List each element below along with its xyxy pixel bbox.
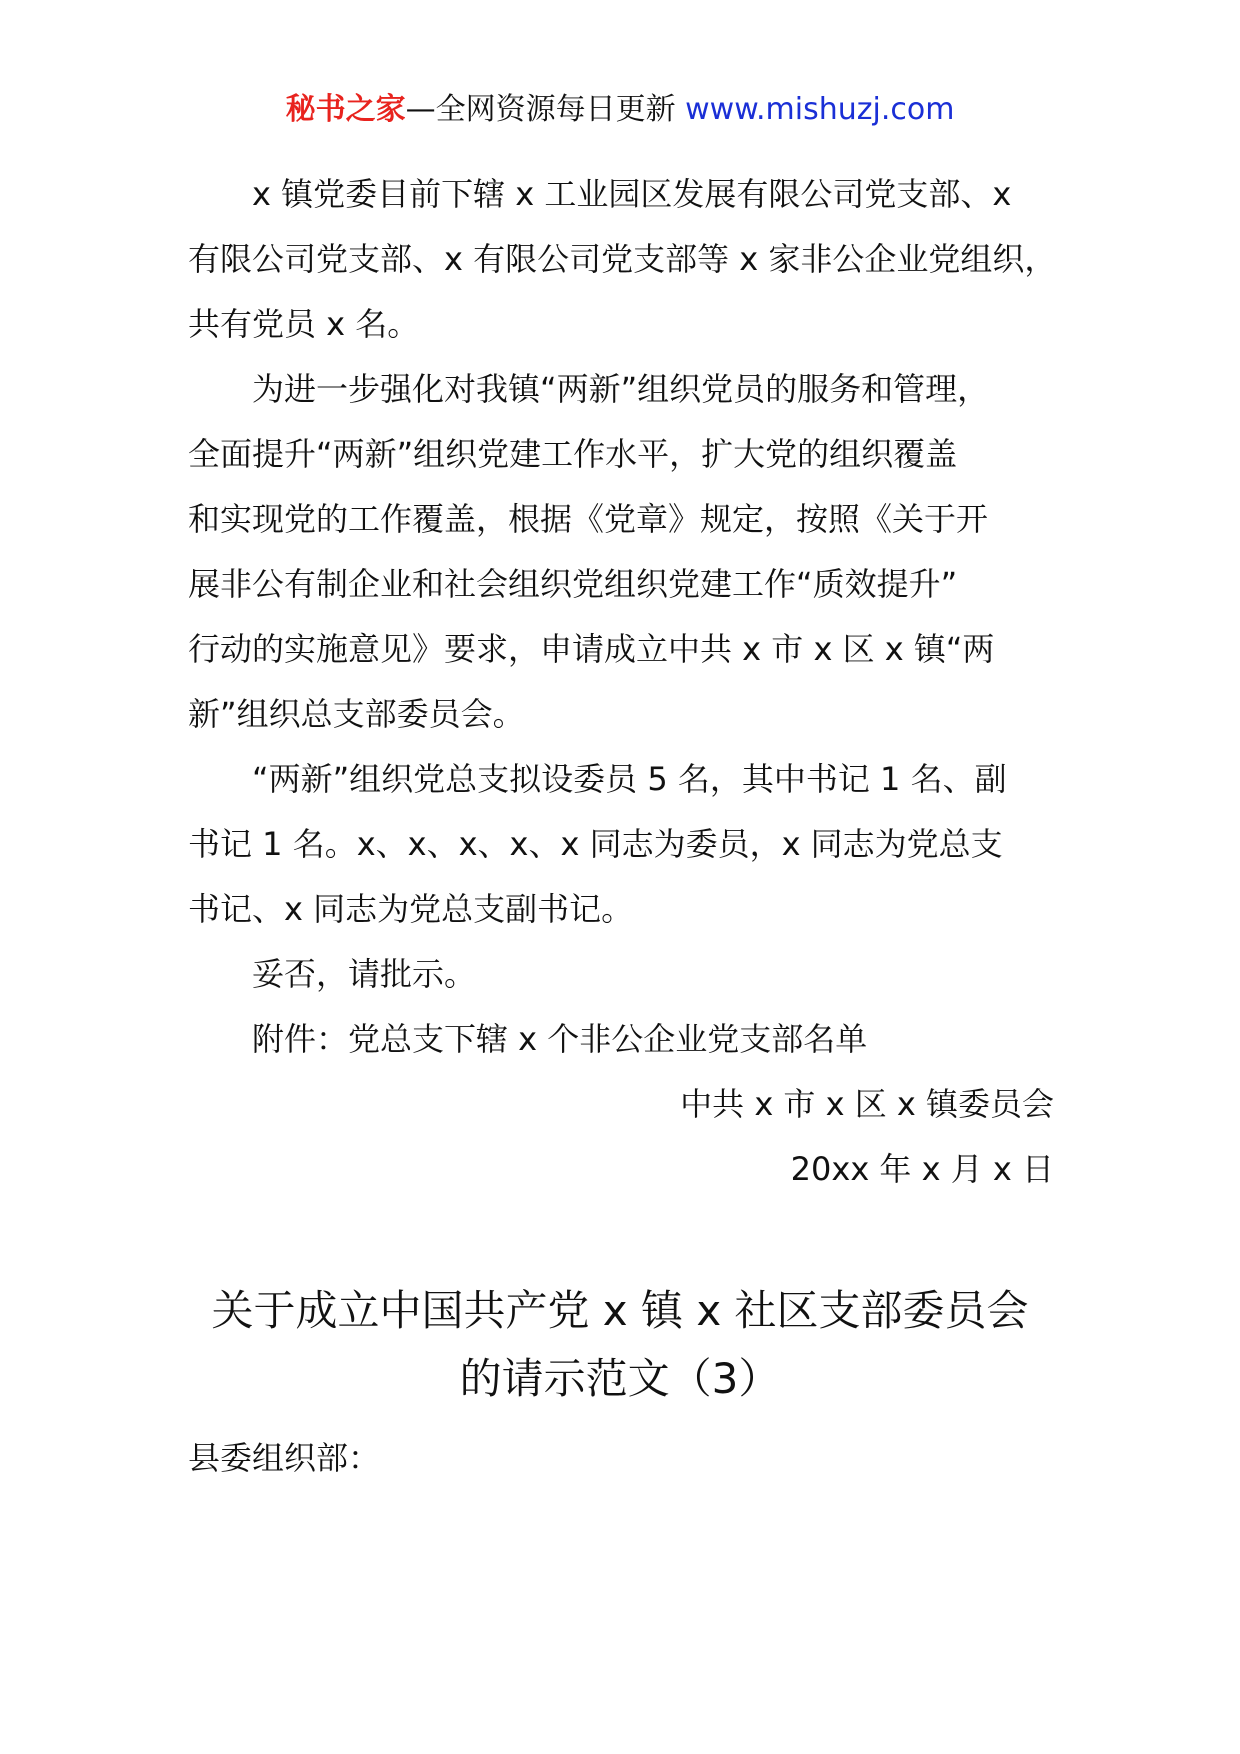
salutation-line: 县委组织部： — [188, 1439, 381, 1477]
document-body — [188, 162, 1068, 1202]
body-line: 全面提升“两新”组织党建工作水平，扩大党的组织覆盖 — [188, 435, 958, 473]
signature-line: 中共 x 市 x 区 x 镇委员会 — [680, 1085, 1054, 1123]
attachment-line: 附件：党总支下辖 x 个非公企业党支部名单 — [252, 1020, 868, 1058]
body-line: 行动的实施意见》要求，申请成立中共 x 市 x 区 x 镇“两 — [188, 630, 995, 668]
site-header — [0, 88, 1240, 132]
section-title — [160, 1277, 1080, 1413]
body-line: 新”组织总支部委员会。 — [188, 695, 525, 733]
body-line: 有限公司党支部、x 有限公司党支部等 x 家非公企业党组织， — [188, 240, 1057, 278]
body-line: 为进一步强化对我镇“两新”组织党员的服务和管理， — [252, 370, 990, 408]
body-line: 展非公有制企业和社会组织党组织党建工作“质效提升” — [188, 565, 958, 603]
body-line: “两新”组织党总支拟设委员 5 名，其中书记 1 名、副 — [252, 760, 1007, 798]
body-line: 和实现党的工作覆盖，根据《党章》规定，按照《关于开 — [188, 500, 989, 538]
paragraph-committee-members — [188, 747, 1068, 942]
section-title-line: 关于成立中国共产党 x 镇 x 社区支部委员会 — [211, 1286, 1029, 1335]
paragraph-party-overview — [188, 162, 1068, 357]
request-approval-line: 妥否，请批示。 — [252, 955, 477, 993]
section-title-line: 的请示范文（3） — [459, 1354, 781, 1403]
site-brand: 秘书之家 — [285, 92, 406, 127]
date-line: 20xx 年 x 月 x 日 — [790, 1150, 1054, 1188]
body-line: 书记 1 名。x、x、x、x、x 同志为委员，x 同志为党总支 — [188, 825, 1003, 863]
body-line: 书记、x 同志为党总支副书记。 — [188, 890, 634, 928]
body-line: 共有党员 x 名。 — [188, 305, 420, 343]
body-line: x 镇党委目前下辖 x 工业园区发展有限公司党支部、x — [252, 175, 1012, 213]
paragraph-request-reason — [188, 357, 1068, 747]
site-slogan: —全网资源每日更新 — [405, 92, 676, 127]
site-url-link[interactable]: www.mishuzj.com — [685, 92, 955, 127]
